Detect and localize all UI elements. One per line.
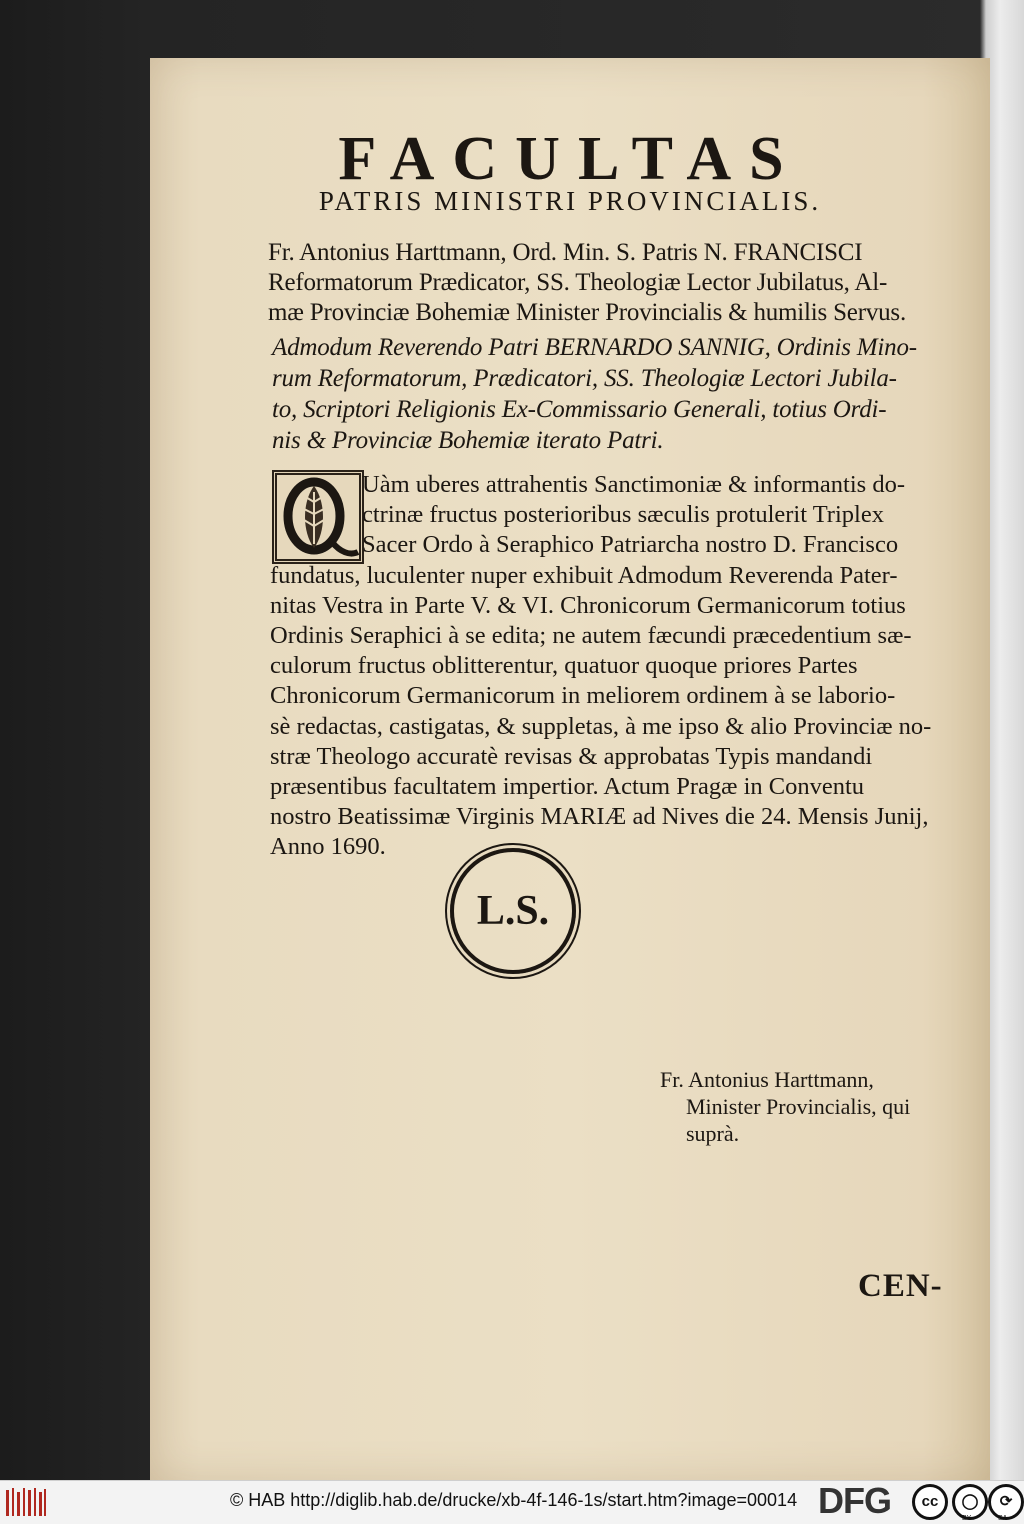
- main-text-line: Uàm uberes attrahentis Sanctimoniæ & informantis do-: [362, 471, 905, 498]
- page-title: FACULTAS: [338, 125, 802, 193]
- by-license-icon[interactable]: ◯: [952, 1484, 988, 1520]
- seal-stamp: [450, 848, 576, 974]
- dfg-logo: DFG: [818, 1480, 891, 1521]
- main-text: [270, 470, 940, 863]
- catchword: CEN-: [858, 1268, 943, 1304]
- hab-logo-icon: [4, 1486, 48, 1518]
- main-text-line: nostro Beatissimæ Virginis MARIÆ ad Nives die 24. Mensis Junij,: [270, 803, 929, 831]
- addressee-paragraph: [272, 332, 932, 456]
- main-text-line: fundatus, luculenter nuper exhibuit Admodum Reverenda Pater-: [270, 561, 898, 589]
- issuer-line: mæ Provinciæ Bohemiæ Minister Provincialis & humilis Servus.: [268, 299, 907, 326]
- sa-license-label: SA: [998, 1515, 1008, 1522]
- signature-line: Minister Provincialis, qui: [686, 1094, 911, 1119]
- main-text-line: Chronicorum Germanicorum in meliorem ordinem à se laborio-: [270, 682, 896, 710]
- by-license-label: BY: [962, 1515, 972, 1522]
- page-subtitle: PATRIS MINISTRI PROVINCIALIS.: [318, 186, 822, 216]
- seal-label: L.S.: [476, 888, 550, 934]
- signature-line: suprà.: [686, 1121, 740, 1146]
- addressee-line: Admodum Reverendo Patri BERNARDO SANNIG, Ordinis Mino-: [272, 334, 917, 361]
- addressee-line: rum Reformatorum, Prædicatori, SS. Theologiæ Lectori Jubila-: [272, 365, 897, 392]
- main-text-line: præsentibus facultatem impertior. Actum Pragæ in Conventu: [270, 773, 865, 801]
- main-text-line: ctrinæ fructus posterioribus sæculis protulerit Triplex: [362, 501, 884, 529]
- issuer-paragraph: [268, 238, 928, 328]
- main-text-line: culorum fructus oblitterentur, quatuor quoque priores Partes: [270, 652, 858, 680]
- signature-line: Fr. Antonius Harttmann,: [660, 1067, 874, 1092]
- main-text-line: Anno 1690.: [270, 833, 386, 861]
- main-text-line: Sacer Ordo à Seraphico Patriarcha nostro D. Francisco: [362, 531, 899, 559]
- addressee-line: to, Scriptori Religionis Ex-Commissario Generali, totius Ordi-: [272, 396, 887, 423]
- main-text-line: sè redactas, castigatas, & suppletas, à me ipso & alio Provinciæ no-: [270, 712, 932, 740]
- issuer-line: Reformatorum Prædicator, SS. Theologiæ Lector Jubilatus, Al-: [268, 269, 888, 296]
- main-text-line: stræ Theologo accuratè revisas & approbatas Typis mandandi: [270, 742, 873, 770]
- signature-block: [660, 1066, 910, 1147]
- main-text-line: nitas Vestra in Parte V. & VI. Chronicorum Germanicorum totius: [270, 591, 906, 619]
- main-text-line: Ordinis Seraphici à se edita; ne autem fæcundi præcedentium sæ-: [270, 622, 912, 650]
- sa-license-icon[interactable]: ⟳: [988, 1484, 1024, 1520]
- copyright-link[interactable]: © HAB http://diglib.hab.de/drucke/xb-4f-146-1s/start.htm?image=00014: [230, 1490, 798, 1510]
- issuer-line: Fr. Antonius Harttmann, Ord. Min. S. Patris N. FRANCISCI: [268, 239, 863, 266]
- cc-license-icon[interactable]: cc: [912, 1484, 948, 1520]
- addressee-line: nis & Provinciæ Bohemiæ iterato Patri.: [272, 427, 664, 454]
